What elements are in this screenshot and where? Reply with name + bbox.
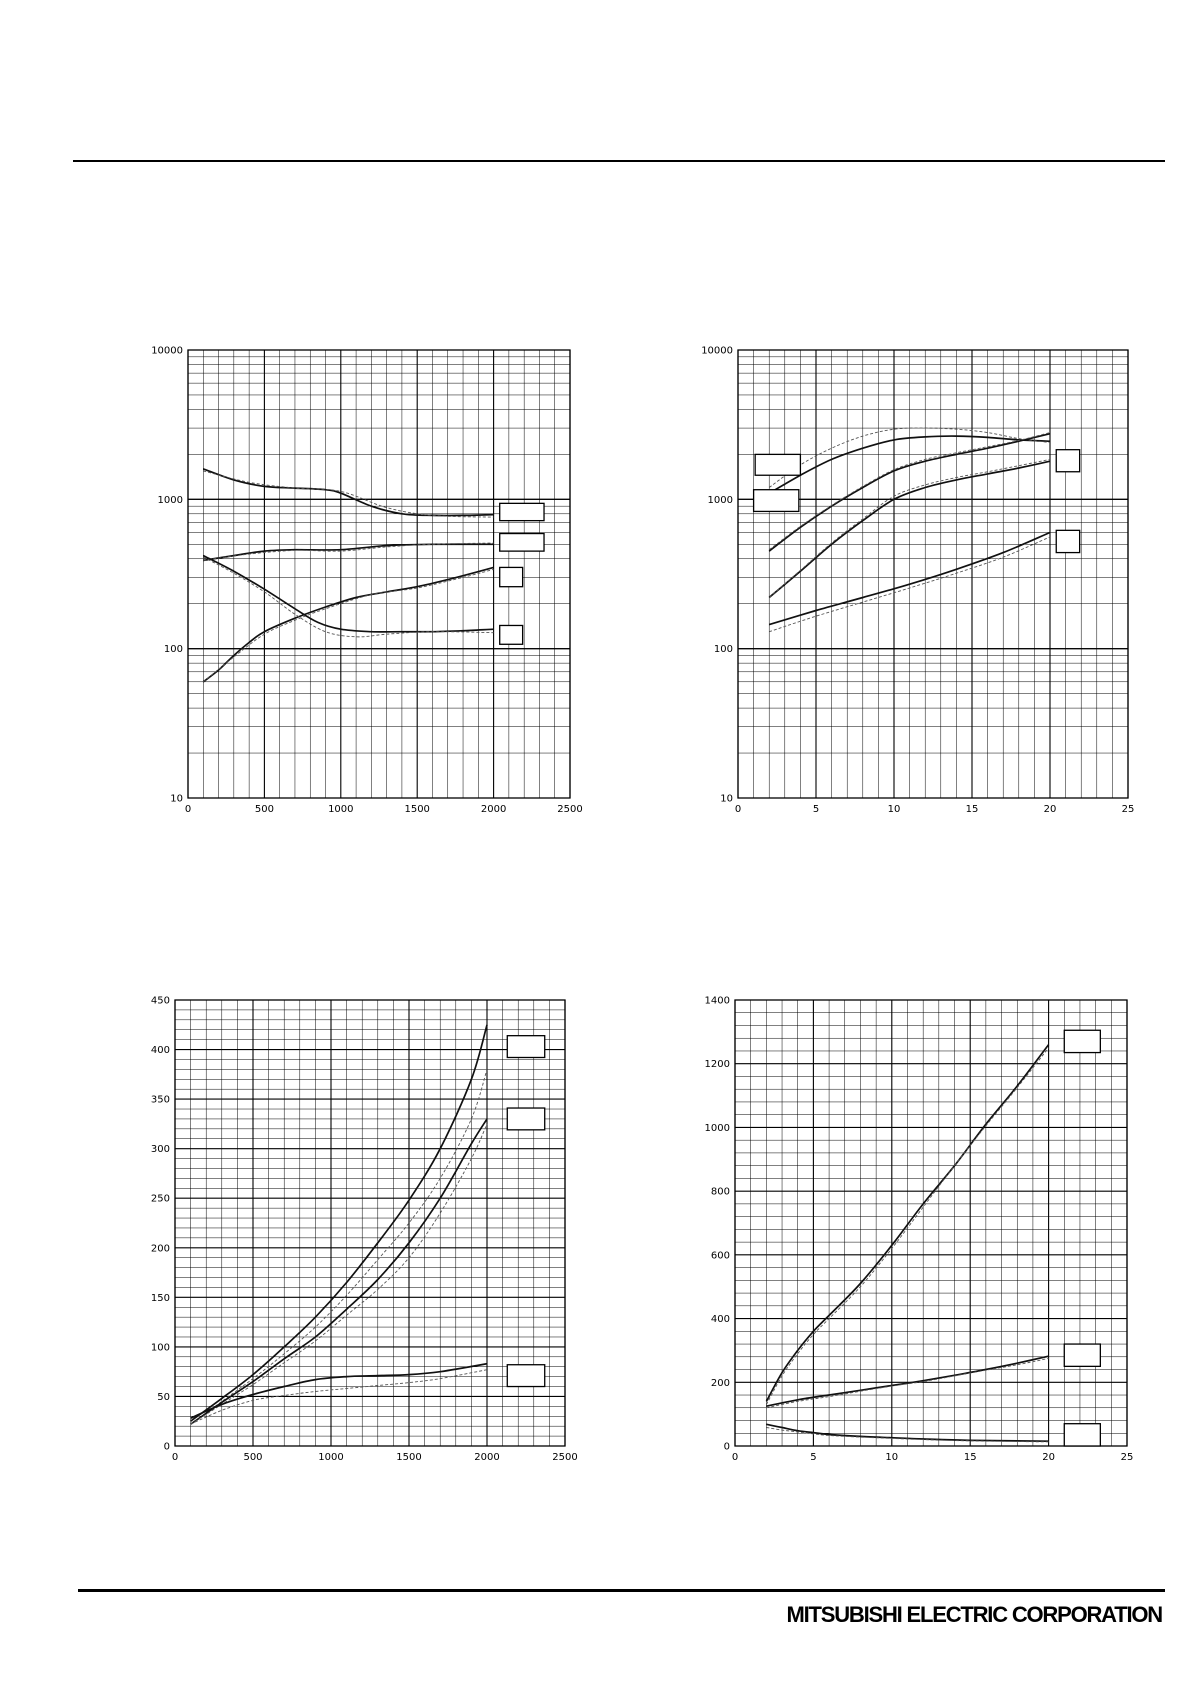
curve-label-box (507, 1036, 544, 1058)
y-tick-label: 450 (150, 995, 170, 1007)
series-line (203, 569, 493, 682)
y-tick-label: 150 (150, 1292, 170, 1304)
y-tick-label: 800 (710, 1186, 730, 1198)
curve-label-box (500, 567, 523, 586)
y-tick-label: 1000 (704, 1122, 730, 1134)
y-tick-label: 350 (150, 1094, 170, 1106)
x-tick-label: 15 (963, 1452, 977, 1463)
y-tick-label: 10000 (151, 345, 183, 357)
x-tick-label: 25 (1121, 804, 1135, 815)
series-line (203, 544, 493, 560)
footer-rule (78, 1589, 1165, 1592)
x-tick-label: 1500 (404, 804, 430, 815)
y-tick-label: 0 (723, 1441, 730, 1453)
x-tick-label: 2000 (480, 804, 507, 815)
chart-bottom-left (140, 990, 600, 1470)
series-line (191, 1364, 487, 1419)
series-line (203, 556, 493, 632)
series-line (203, 471, 493, 517)
x-tick-label: 1000 (318, 1452, 344, 1463)
y-tick-label: 100 (150, 1342, 170, 1354)
curve-label-box (1064, 1030, 1100, 1052)
curve-label-box (1064, 1344, 1100, 1366)
chart-top-left (140, 340, 600, 820)
header-rule (73, 160, 1165, 162)
y-tick-label: 300 (150, 1144, 170, 1156)
series-line (191, 1025, 487, 1421)
x-tick-label: 500 (254, 804, 274, 815)
x-tick-label: 10 (887, 804, 901, 815)
curve-label-box (500, 503, 544, 520)
x-tick-label: 15 (965, 804, 979, 815)
brand-name: MITSUBISHI ELECTRIC CORPORATION (786, 1602, 1162, 1627)
label-boxes (500, 503, 544, 644)
x-tick-label: 0 (171, 1452, 179, 1463)
series-group (203, 469, 493, 682)
x-tick-label: 2500 (557, 804, 583, 815)
y-tick-label: 100 (163, 644, 183, 656)
curve-label-box (1056, 450, 1079, 472)
y-tick-label: 100 (713, 644, 733, 656)
curve-label-box (507, 1365, 544, 1387)
x-tick-label: 20 (1042, 1452, 1055, 1463)
curve-label-box (754, 490, 799, 512)
x-tick-label: 2000 (474, 1452, 500, 1463)
series-line (203, 543, 493, 560)
y-tick-label: 1000 (707, 494, 733, 506)
y-tick-label: 10 (170, 793, 183, 805)
x-tick-label: 5 (810, 1452, 817, 1463)
x-tick-label: 500 (243, 1452, 263, 1463)
curve-label-box (507, 1108, 544, 1130)
x-tick-label: 0 (184, 804, 192, 815)
y-tick-label: 0 (163, 1441, 170, 1453)
y-tick-label: 10 (720, 793, 733, 805)
x-tick-label: 0 (731, 1452, 739, 1463)
plot-frame (175, 1000, 565, 1446)
series-group (191, 1025, 487, 1424)
tick-labels (701, 346, 1134, 816)
x-tick-label: 1500 (396, 1452, 422, 1463)
curve-label-box (1064, 1424, 1100, 1446)
tick-labels (151, 996, 578, 1464)
curve-label-box (1056, 530, 1079, 552)
grid (175, 1000, 565, 1446)
x-tick-label: 10 (885, 1452, 899, 1463)
curve-label-box (500, 534, 544, 552)
label-boxes (1064, 1030, 1100, 1446)
y-tick-label: 1400 (704, 995, 730, 1007)
curve-label-box (755, 454, 800, 475)
x-tick-label: 0 (734, 804, 742, 815)
chart-top-right (690, 340, 1150, 820)
curve-label-box (500, 625, 523, 644)
x-tick-label: 20 (1043, 804, 1057, 815)
x-tick-label: 1000 (328, 804, 354, 815)
x-tick-label: 25 (1120, 1452, 1134, 1463)
series-line (203, 567, 493, 681)
series-line (191, 1124, 487, 1424)
series-line (203, 557, 493, 637)
chart-bottom-right (690, 990, 1150, 1470)
label-boxes (507, 1036, 544, 1387)
y-tick-label: 600 (710, 1250, 730, 1262)
y-tick-label: 1000 (157, 494, 183, 506)
series-line (203, 469, 493, 516)
y-tick-label: 1200 (704, 1059, 730, 1071)
y-tick-label: 400 (150, 1045, 170, 1057)
y-tick-label: 200 (710, 1377, 730, 1389)
y-tick-label: 250 (150, 1193, 170, 1205)
y-tick-label: 50 (157, 1391, 170, 1403)
y-tick-label: 10000 (701, 345, 733, 357)
y-tick-label: 200 (150, 1243, 170, 1255)
x-tick-label: 2500 (552, 1452, 578, 1463)
x-tick-label: 5 (812, 804, 820, 815)
y-tick-label: 400 (710, 1314, 730, 1326)
